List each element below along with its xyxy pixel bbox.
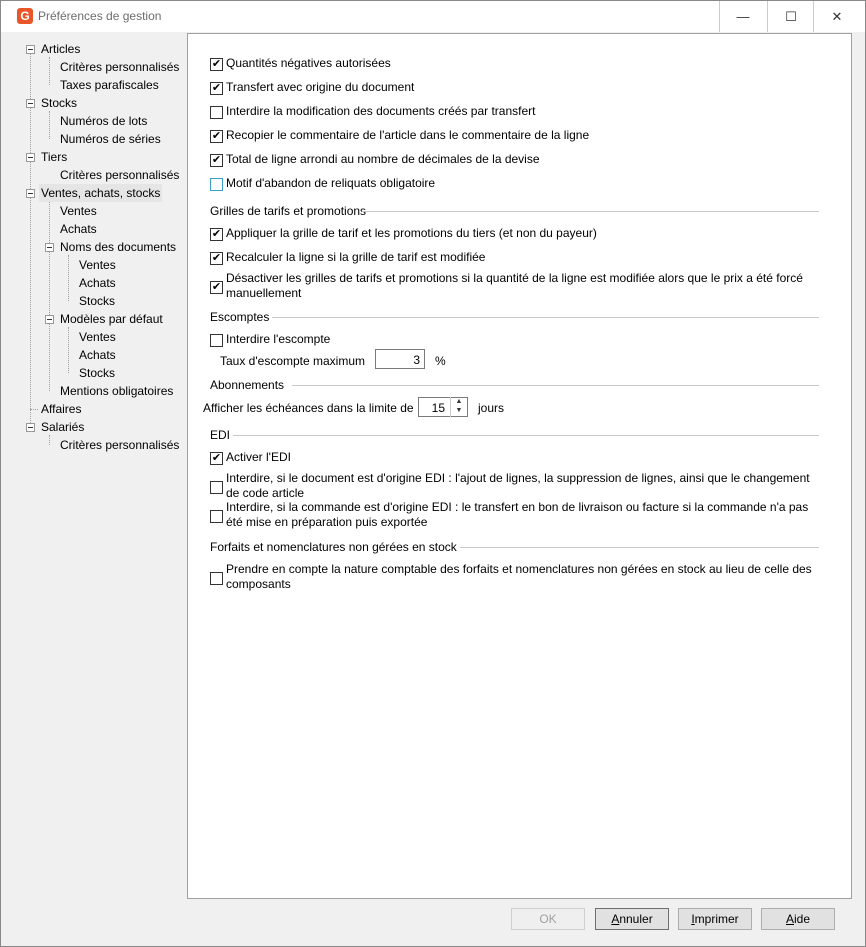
checkbox-label: Motif d'abandon de reliquats obligatoire [226,176,436,190]
checkbox[interactable]: ✔ [211,452,222,464]
checkbox-label: Recopier le commentaire de l'article dans le commentaire de la ligne [226,128,590,142]
checkbox-label: Appliquer la grille de tarif et les promotions du tiers (et non du payeur) [226,226,597,240]
title-bar [1,1,865,32]
tree-connector [49,57,50,85]
tree-item-label: Numéros de lots [60,114,148,128]
tree-item-noms-achats[interactable] [79,274,116,292]
checkbox[interactable]: ✔ [211,154,222,166]
checkbox-label: Interdire l'escompte [226,332,331,346]
echeances-input[interactable]: 15 [418,397,468,417]
checkbox[interactable] [210,572,223,585]
tree-item-label: Ventes [79,330,116,344]
tree-item-modeles-stocks[interactable] [79,364,115,382]
tree-item-noms-stocks[interactable] [79,292,115,310]
tree-item-label: Ventes, achats, stocks [41,186,161,200]
tree-item-label: Tiers [41,150,68,164]
checkbox[interactable]: ✔ [211,58,222,70]
checkbox[interactable]: ✔ [211,281,222,293]
annuler-button[interactable] [595,908,669,930]
tree-item-label: Numéros de séries [60,132,161,146]
button-mnemonic: A [785,912,794,926]
tree-connector [68,255,69,301]
checkbox[interactable] [210,334,223,347]
tree-item-modeles-ventes[interactable] [79,328,116,346]
group-divider [292,385,819,386]
checkbox-label: Désactiver les grilles de tarifs et promotions si la quantité de la ligne est modifiée alors que le prix a été forcé manuellement [226,271,803,300]
collapse-icon[interactable] [45,243,54,252]
spin-down-icon[interactable]: ▼ [455,407,463,414]
collapse-icon[interactable] [26,45,35,54]
tree-item-label: Ventes [79,258,116,272]
echeances-label: Afficher les échéances dans la limite de [203,401,414,415]
tree-item-label: Ventes [60,204,97,218]
maximize-button[interactable]: ☐ [767,1,814,32]
checkbox[interactable] [210,178,223,191]
tree-item-taxes-parafiscales[interactable] [60,76,159,94]
group-title-tarifs: Grilles de tarifs et promotions [210,204,367,218]
checkbox[interactable]: ✔ [211,130,222,142]
tree-connector [49,111,50,139]
collapse-icon[interactable] [45,315,54,324]
options-panel [187,33,852,899]
tree-item-numeros-series[interactable] [60,130,161,148]
tree-item-label: Taxes parafiscales [60,78,159,92]
taux-escompte-label: Taux d'escompte maximum [220,354,366,368]
button-mnemonic: I [691,912,695,926]
tree-item-criteres-salaries[interactable] [60,436,179,454]
tree-item-label: Affaires [41,402,82,416]
button-mnemonic: A [611,912,620,926]
imprimer-button[interactable] [678,908,752,930]
tree-item-label: Critères personnalisés [60,438,180,452]
tree-item-label: Critères personnalisés [60,168,180,182]
tree-item-criteres-tiers[interactable] [60,166,179,184]
group-divider [233,435,819,436]
app-logo-icon: G [17,8,33,24]
button-label: ide [794,912,811,926]
tree-item-label: Stocks [79,366,116,380]
checkbox-label: Total de ligne arrondi au nombre de décimales de la devise [226,152,540,166]
checkbox[interactable] [210,106,223,119]
tree-item-label: Achats [79,348,116,362]
tree-connector [49,435,50,445]
group-title-forfaits: Forfaits et nomenclatures non gérées en stock [210,540,457,554]
tree-item-mentions-obligatoires[interactable] [60,382,173,400]
ok-button[interactable]: OK [511,908,585,930]
group-divider [362,211,819,212]
tree-item-modeles-achats[interactable] [79,346,116,364]
spin-up-icon[interactable]: ▲ [455,398,463,405]
window-title: Préférences de gestion [38,9,162,23]
collapse-icon[interactable] [26,153,35,162]
navigation-tree [1,33,187,903]
group-divider [272,317,819,318]
collapse-icon[interactable] [26,189,35,198]
collapse-icon[interactable] [26,99,35,108]
tree-connector [30,409,38,410]
tree-item-achats[interactable] [60,220,97,238]
taux-escompte-input[interactable]: 3 [375,349,425,369]
checkbox[interactable] [210,481,223,494]
tree-item-label: Noms des documents [60,240,177,254]
button-label: mprimer [694,912,739,926]
button-label: nnuler [619,912,653,926]
tree-connector [68,327,69,373]
checkbox-label: Recalculer la ligne si la grille de tarif est modifiée [226,250,486,264]
group-title-abonnements: Abonnements [210,378,285,392]
tree-item-label: Stocks [41,96,78,110]
aide-button[interactable] [761,908,835,930]
tree-item-label: Mentions obligatoires [60,384,174,398]
checkbox[interactable]: ✔ [211,82,222,94]
minimize-button[interactable]: — [719,1,766,32]
tree-connector [30,53,31,431]
taux-escompte-unit: % [435,354,446,368]
tree-item-label: Salariés [41,420,85,434]
group-title-edi: EDI [210,428,231,442]
collapse-icon[interactable] [26,423,35,432]
group-title-escomptes: Escomptes [210,310,270,324]
checkbox-label: Prendre en compte la nature comptable des forfaits et nomenclatures non gérées en stock au lieu de celle des composants [226,562,812,591]
tree-item-criteres-articles[interactable] [60,58,179,76]
checkbox[interactable]: ✔ [211,252,222,264]
tree-item-numeros-lots[interactable] [60,112,147,130]
close-button[interactable]: ✕ [813,1,860,32]
checkbox-label: Quantités négatives autorisées [226,56,391,70]
tree-item-affaires[interactable] [41,400,81,418]
checkbox-label: Interdire, si le document est d'origine EDI : l'ajout de lignes, la suppression de lignes, ainsi que le changement de code article [226,471,810,500]
tree-item-label: Modèles par défaut [60,312,163,326]
tree-item-label: Stocks [79,294,116,308]
tree-item-label: Articles [41,42,81,56]
tree-item-label: Achats [79,276,116,290]
tree-item-ventes[interactable] [60,202,97,220]
group-divider [460,547,819,548]
tree-item-noms-ventes[interactable] [79,256,116,274]
checkbox-label: Interdire la modification des documents créés par transfert [226,104,536,118]
checkbox[interactable]: ✔ [211,228,222,240]
tree-item-label: Critères personnalisés [60,60,180,74]
echeances-unit: jours [478,401,505,415]
checkbox-label: Transfert avec origine du document [226,80,415,94]
checkbox-label: Activer l'EDI [226,450,291,464]
tree-item-label: Achats [60,222,97,236]
echeances-spinner[interactable] [450,397,467,417]
tree-connector [49,201,50,391]
checkbox-label: Interdire, si la commande est d'origine EDI : le transfert en bon de livraison ou facture si la commande n'a pas été mise en préparation puis exportée [226,500,809,529]
checkbox[interactable] [210,510,223,523]
